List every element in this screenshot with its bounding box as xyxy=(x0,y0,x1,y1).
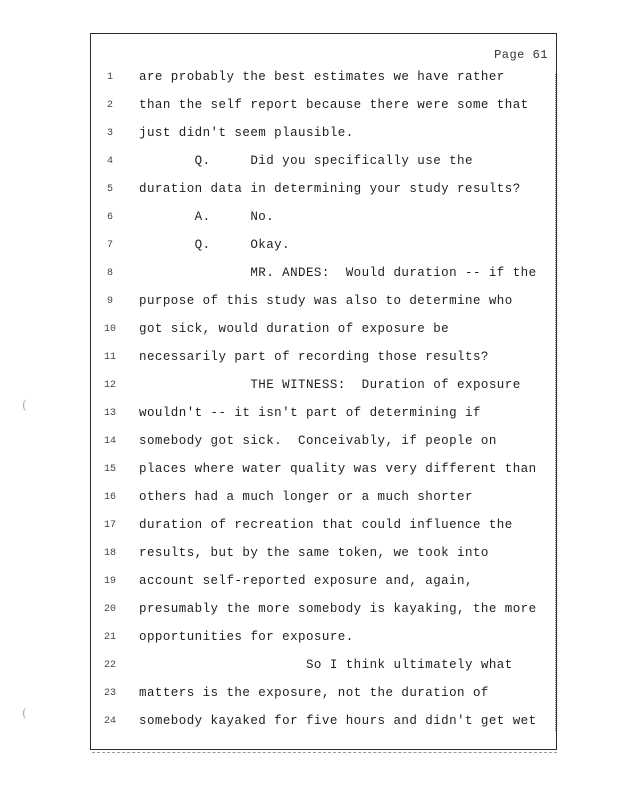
page-number: Page 61 xyxy=(494,48,548,62)
transcript-line xyxy=(91,350,556,370)
line-number: 11 xyxy=(103,352,116,363)
transcript-line xyxy=(91,602,556,622)
line-text: got sick, would duration of exposure be xyxy=(139,322,450,336)
line-number: 18 xyxy=(103,548,116,559)
line-number: 9 xyxy=(106,296,113,307)
transcript-line xyxy=(91,574,556,594)
line-text: duration data in determining your study results? xyxy=(139,182,521,196)
line-text: MR. ANDES: Would duration -- if the xyxy=(139,266,537,280)
transcript-line xyxy=(91,490,556,510)
line-number: 1 xyxy=(106,72,113,83)
line-text: results, but by the same token, we took into xyxy=(139,546,489,560)
line-text: are probably the best estimates we have rather xyxy=(139,70,505,84)
transcript-line xyxy=(91,462,556,482)
line-number: 2 xyxy=(106,100,113,111)
transcript-line xyxy=(91,266,556,286)
line-text: purpose of this study was also to determine who xyxy=(139,294,513,308)
line-number: 20 xyxy=(103,604,116,615)
line-text: opportunities for exposure. xyxy=(139,630,354,644)
line-number: 19 xyxy=(103,576,116,587)
transcript-line xyxy=(91,434,556,454)
transcript-page xyxy=(90,33,557,750)
line-number: 6 xyxy=(106,212,113,223)
transcript-line xyxy=(91,98,556,118)
scan-smudge-mark: ( xyxy=(22,398,27,412)
line-text: So I think ultimately what xyxy=(139,658,513,672)
line-number: 5 xyxy=(106,184,113,195)
transcript-line xyxy=(91,294,556,314)
line-text: just didn't seem plausible. xyxy=(139,126,354,140)
line-text: account self-reported exposure and, again, xyxy=(139,574,473,588)
transcript-line xyxy=(91,406,556,426)
transcript-line xyxy=(91,154,556,174)
transcript-line xyxy=(91,546,556,566)
line-number: 22 xyxy=(103,660,116,671)
line-text: Q. Did you specifically use the xyxy=(139,154,473,168)
line-number: 14 xyxy=(103,436,116,447)
transcript-line xyxy=(91,378,556,398)
line-number: 13 xyxy=(103,408,116,419)
line-number: 8 xyxy=(106,268,113,279)
line-number: 24 xyxy=(103,716,116,727)
line-text: necessarily part of recording those results? xyxy=(139,350,489,364)
transcript-line xyxy=(91,70,556,90)
line-number: 3 xyxy=(106,128,113,139)
scan-smudge-mark: ( xyxy=(22,706,27,720)
line-text: THE WITNESS: Duration of exposure xyxy=(139,378,521,392)
line-number: 7 xyxy=(106,240,113,251)
line-number: 16 xyxy=(103,492,116,503)
line-number: 21 xyxy=(103,632,116,643)
line-number: 23 xyxy=(103,688,116,699)
line-text: Q. Okay. xyxy=(139,238,291,252)
line-text: places where water quality was very different than xyxy=(139,462,537,476)
transcript-line xyxy=(91,686,556,706)
transcript-line xyxy=(91,238,556,258)
transcript-line xyxy=(91,658,556,678)
line-text: matters is the exposure, not the duration of xyxy=(139,686,489,700)
line-text: somebody got sick. Conceivably, if people on xyxy=(139,434,497,448)
line-text: wouldn't -- it isn't part of determining if xyxy=(139,406,481,420)
line-text: somebody kayaked for five hours and didn't get wet xyxy=(139,714,537,728)
line-text: presumably the more somebody is kayaking, the more xyxy=(139,602,537,616)
line-number: 4 xyxy=(106,156,113,167)
line-number: 17 xyxy=(103,520,116,531)
line-text: A. No. xyxy=(139,210,275,224)
line-text: than the self report because there were some that xyxy=(139,98,529,112)
line-text: others had a much longer or a much shorter xyxy=(139,490,473,504)
transcript-line xyxy=(91,322,556,342)
line-number: 15 xyxy=(103,464,116,475)
page-bottom-rule xyxy=(92,752,557,753)
transcript-line xyxy=(91,182,556,202)
line-text: duration of recreation that could influence the xyxy=(139,518,513,532)
line-number: 10 xyxy=(103,324,116,335)
transcript-line xyxy=(91,210,556,230)
transcript-line xyxy=(91,714,556,734)
transcript-line xyxy=(91,630,556,650)
line-number: 12 xyxy=(103,380,116,391)
transcript-body xyxy=(91,34,556,749)
transcript-line xyxy=(91,518,556,538)
transcript-line xyxy=(91,126,556,146)
